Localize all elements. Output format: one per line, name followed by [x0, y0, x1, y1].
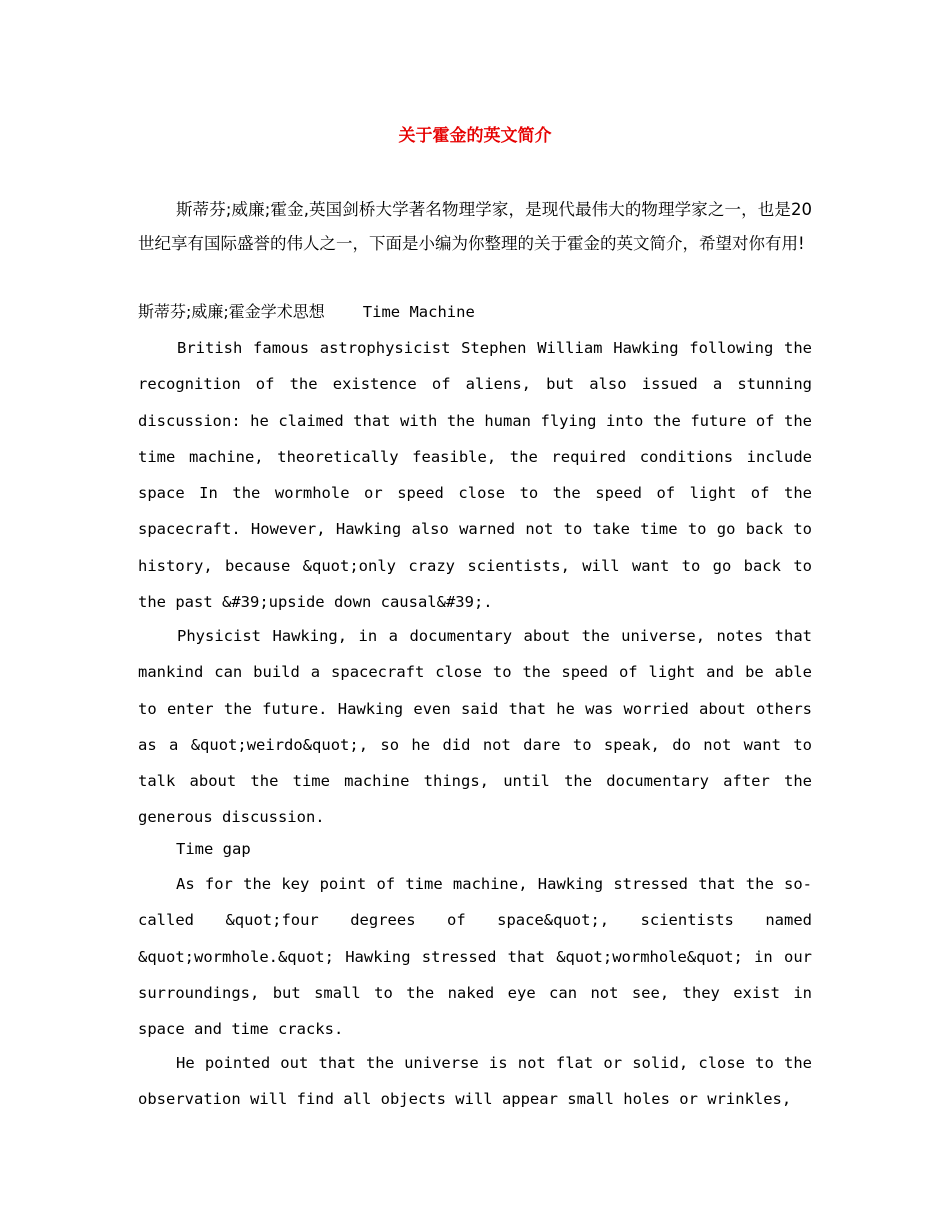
body-paragraph-3: As for the key point of time machine, Hawking stressed that the so-called &quot;four degrees of space&quot;, scientists named &quot;wormhole.&quot; Hawking stressed that &quot;wormhole&quot; in our surroundings, but small to the naked eye can not see, they exist in space and time cracks. [138, 875, 812, 1039]
body-paragraph-2: Physicist Hawking, in a documentary about the universe, notes that mankind can build a spacecraft close to the speed of light and be able to enter the future. Hawking even said that he was worried about others as a &quot;weirdo&quot;, so he did not dare to speak, do not want to talk about the time machine things, until the documentary after the generous discussion. [138, 627, 812, 827]
document-title: 关于霍金的英文简介 [398, 126, 552, 146]
section-heading-cn: 斯蒂芬;威廉;霍金学术思想 [138, 302, 325, 321]
intro-paragraph: 斯蒂芬;威廉;霍金,英国剑桥大学著名物理学家，是现代最伟大的物理学家之一，也是20世纪享有国际盛誉的伟人之一，下面是小编为你整理的关于霍金的英文简介，希望对你有用! [138, 200, 812, 253]
body-paragraph-4: He pointed out that the universe is not flat or solid, close to the observation will find all objects will appear small holes or wrinkles, [138, 1054, 812, 1109]
section-heading-en: Time Machine [362, 303, 475, 321]
section-heading [138, 298, 812, 326]
body-paragraph-1: British famous astrophysicist Stephen William Hawking following the recognition of the existence of aliens, but also issued a stunning discussion: he claimed that with the human flying into the future of the time machine, theoretically feasible, the required conditions include space In the wormhole or speed close to the speed of light of the spacecraft. However, Hawking also warned not to take time to go back to history, because &quot;only crazy scientists, will want to go back to the past &#39;upside down causal&#39;. [138, 339, 812, 612]
subheading-time-gap: Time gap [176, 840, 251, 858]
